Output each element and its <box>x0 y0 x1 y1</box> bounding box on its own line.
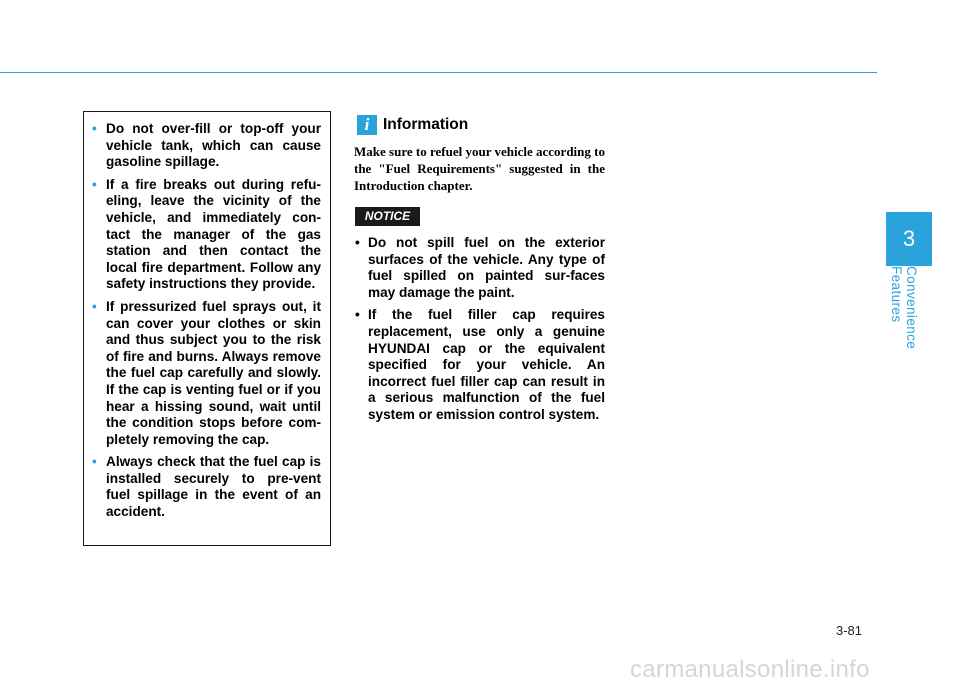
page-number: 3-81 <box>836 623 863 638</box>
chapter-title: Convenience Features <box>889 266 919 350</box>
chapter-number-tab: 3 <box>886 212 932 266</box>
warning-item <box>92 177 321 293</box>
notice-item <box>354 307 605 423</box>
warning-box <box>83 111 331 546</box>
information-text: Make sure to refuel your vehicle according to the "Fuel Requirements" suggested in the Introduction chapter. <box>354 144 605 193</box>
warning-item-text: Do not over-fill or top-off your vehicle tank, which can cause gasoline spillage. <box>106 121 321 170</box>
bullet-icon: • <box>92 298 97 314</box>
header-rule <box>0 72 877 73</box>
warning-item-text: Always check that the fuel cap is installed securely to pre-vent fuel spillage in the event of an accident. <box>106 454 321 520</box>
notice-list <box>354 235 605 430</box>
warning-list <box>84 112 330 521</box>
information-title: Information <box>383 116 469 133</box>
warning-item <box>92 121 321 171</box>
notice-item <box>354 235 605 301</box>
notice-item-text: Do not spill fuel on the exterior surfaces of the vehicle. Any type of fuel spilled on painted sur-faces may damage the paint. <box>368 235 605 300</box>
bullet-icon: • <box>92 176 97 192</box>
bullet-icon: • <box>355 235 360 250</box>
notice-badge: NOTICE <box>355 207 420 226</box>
info-icon: i <box>357 115 377 135</box>
bullet-icon: • <box>355 307 360 323</box>
bullet-icon: • <box>92 454 97 470</box>
notice-item-text: If the fuel filler cap requires replacement, use only a genuine HYUNDAI cap or the equivalent specified for your vehicle. An incorrect fuel filler cap can result in a serious malfunction of the fuel system or emission control system. <box>368 307 605 422</box>
warning-item-text: If pressurized fuel sprays out, it can cover your clothes or skin and thus subject you to the risk of fire and burns. Always remove the fuel cap carefully and slowly. If the cap is venting fuel or if you hear a hissing sound, wait until the condition stops before com-pletely removing the cap. <box>106 298 321 447</box>
information-heading <box>357 114 468 136</box>
bullet-icon: • <box>92 121 97 136</box>
warning-item <box>92 299 321 448</box>
watermark-link[interactable]: carmanualsonline.info <box>630 656 870 683</box>
warning-item <box>92 454 321 520</box>
warning-item-text: If a fire breaks out during refu-eling, leave the vicinity of the vehicle, and immediately con-tact the manager of the gas station and then contact the local fire department. Follow any safety instructions they provide. <box>106 176 321 292</box>
